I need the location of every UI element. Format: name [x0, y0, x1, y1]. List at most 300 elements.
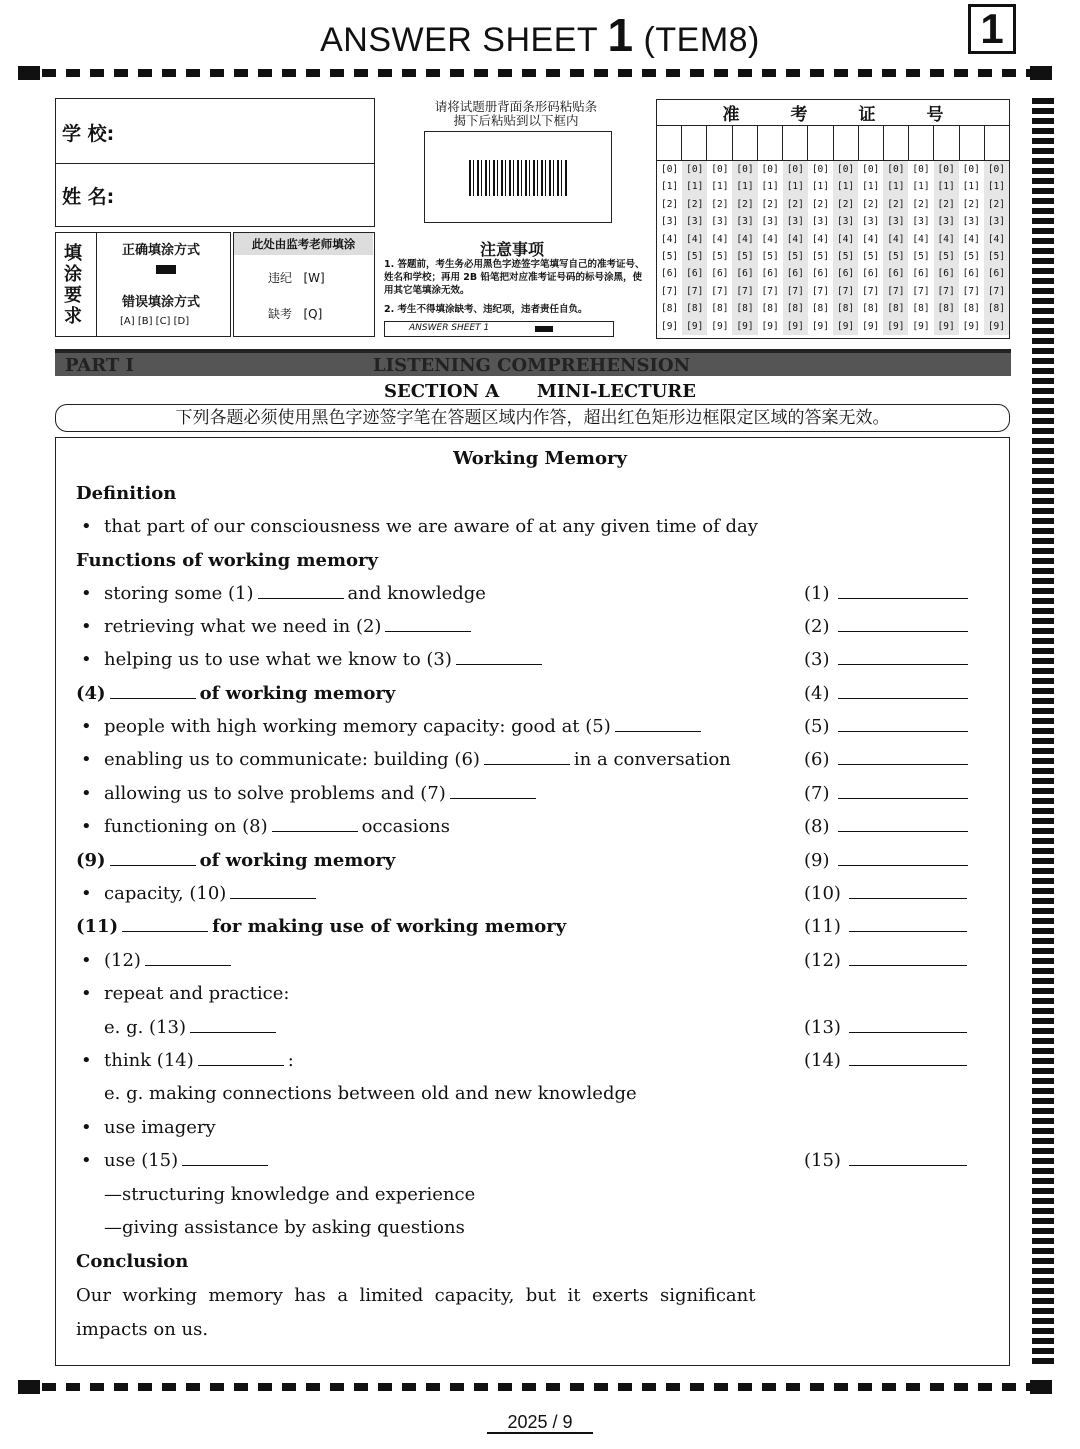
sheet-title	[0, 8, 1080, 62]
id-bubble[interactable]: [6]	[686, 268, 704, 280]
id-digit-cell[interactable]	[657, 126, 682, 160]
conclusion-line-1: Our working memory has a limited capacity, but it exerts significant	[76, 1285, 756, 1306]
id-bubble-column	[732, 161, 757, 335]
bullet-imagery	[104, 1117, 216, 1138]
heading-functions: Functions of working memory	[76, 550, 378, 571]
id-bubble[interactable]: [9]	[686, 320, 704, 332]
answer-label: (7)	[804, 783, 830, 804]
dash-item-1: —structuring knowledge and experience	[104, 1184, 476, 1205]
example-connections: e. g. making connections between old and new knowledge	[104, 1083, 637, 1104]
heading-conclusion: Conclusion	[76, 1251, 189, 1272]
id-bubble[interactable]: [7]	[811, 285, 829, 297]
answer-label: (8)	[804, 816, 830, 837]
id-digit-cell[interactable]	[985, 126, 1009, 160]
answer-label: (5)	[804, 716, 830, 737]
id-bubble[interactable]: [5]	[686, 251, 704, 263]
answer-label: (10)	[804, 883, 841, 904]
id-bubble[interactable]: [0]	[660, 164, 679, 175]
id-bubble[interactable]: [2]	[811, 198, 829, 210]
id-bubble[interactable]: [0]	[962, 164, 980, 175]
bullet-text: use imagery	[104, 1117, 216, 1138]
answer-line[interactable]	[838, 584, 968, 599]
id-header-char: 号	[926, 105, 944, 125]
id-bubble-column	[959, 161, 984, 335]
fill-requirements-box	[55, 232, 231, 337]
id-bubble[interactable]: [4]	[686, 233, 704, 245]
id-bubble[interactable]: [3]	[962, 216, 980, 228]
blank-13[interactable]	[190, 1018, 276, 1033]
school-field[interactable]	[55, 98, 375, 164]
id-bubble[interactable]: [4]	[811, 233, 829, 245]
id-bubble[interactable]: [5]	[660, 251, 679, 263]
id-bubble[interactable]: [6]	[862, 268, 880, 280]
title-suffix: (TEM8)	[643, 21, 760, 59]
id-bubble[interactable]: [6]	[761, 268, 779, 280]
id-bubble[interactable]: [2]	[912, 198, 930, 210]
id-bubble[interactable]: [6]	[811, 268, 829, 280]
bullet-text: capacity, (10)	[104, 883, 227, 904]
blank-11[interactable]	[122, 917, 208, 932]
id-bubble[interactable]: [9]	[836, 320, 855, 332]
id-bubble[interactable]: [7]	[987, 285, 1005, 297]
answer-line[interactable]	[838, 684, 968, 699]
example-13	[104, 1017, 280, 1038]
barcode-note	[380, 100, 652, 128]
id-bubble[interactable]: [1]	[836, 181, 855, 193]
blank-6[interactable]	[484, 750, 570, 765]
answer-row	[804, 716, 968, 737]
barcode-box	[424, 131, 612, 223]
barcode-note-line-2: 揭下后粘贴到以下框内	[453, 113, 579, 128]
id-bubble-column	[783, 161, 808, 335]
blank-2[interactable]	[385, 617, 471, 632]
part-bar	[55, 349, 1011, 376]
answer-line[interactable]	[849, 1051, 967, 1066]
proctor-box	[233, 232, 375, 337]
answer-line[interactable]	[849, 1151, 967, 1166]
id-bubble-column	[934, 161, 959, 335]
violation-mark[interactable]: [W]	[303, 271, 325, 285]
id-bubble[interactable]: [9]	[887, 320, 905, 332]
absent-mark[interactable]: [Q]	[303, 307, 323, 321]
answer-line[interactable]	[849, 1018, 967, 1033]
id-bubble[interactable]: [8]	[711, 303, 729, 315]
id-bubble-column	[808, 161, 833, 335]
id-bubble-column	[657, 161, 682, 335]
footer	[0, 1412, 1080, 1433]
id-bubble[interactable]: [4]	[937, 233, 955, 245]
id-bubble[interactable]: [1]	[887, 181, 905, 193]
id-bubble[interactable]: [6]	[711, 268, 729, 280]
id-bubble[interactable]: [2]	[660, 198, 679, 210]
id-bubble[interactable]: [5]	[887, 251, 905, 263]
id-bubble[interactable]: [4]	[887, 233, 905, 245]
id-bubble[interactable]: [6]	[962, 268, 980, 280]
id-bubble[interactable]: [4]	[987, 233, 1005, 245]
answer-line[interactable]	[838, 851, 968, 866]
id-bubble[interactable]: [3]	[836, 216, 855, 228]
violation-row	[268, 269, 325, 286]
id-bubble[interactable]: [4]	[962, 233, 980, 245]
bottom-timing-marks	[18, 1383, 1052, 1391]
section-title	[0, 381, 1080, 402]
id-bubble[interactable]: [8]	[912, 303, 930, 315]
id-bubble[interactable]: [1]	[660, 181, 679, 193]
id-bubble-column	[682, 161, 707, 335]
title-text: ANSWER SHEET	[320, 21, 598, 59]
answer-label: (14)	[804, 1050, 841, 1071]
id-digit-cell[interactable]	[960, 126, 985, 160]
sheet-tag-text: ANSWER SHEET 1	[409, 323, 490, 333]
blank-1[interactable]	[258, 584, 344, 599]
id-bubble[interactable]: [2]	[786, 198, 804, 210]
id-bubble[interactable]: [0]	[836, 164, 855, 175]
id-bubble[interactable]: [0]	[987, 164, 1005, 175]
id-bubble[interactable]: [2]	[711, 198, 729, 210]
id-header-char: 准	[722, 105, 740, 125]
id-bubble[interactable]: [4]	[862, 233, 880, 245]
id-bubble[interactable]: [5]	[862, 251, 880, 263]
id-bubble[interactable]: [8]	[987, 303, 1005, 315]
bullet-text: (12)	[104, 950, 141, 971]
footer-text: 2025 / 9	[487, 1412, 592, 1434]
id-bubble[interactable]: [0]	[862, 164, 880, 175]
id-bubble[interactable]: [6]	[736, 268, 754, 280]
bullet-3	[104, 649, 546, 670]
name-field[interactable]	[55, 163, 375, 227]
id-bubble-column	[707, 161, 732, 335]
id-bubble[interactable]: [6]	[987, 268, 1005, 280]
id-bubble[interactable]: [7]	[937, 285, 955, 297]
bullet-14	[104, 1050, 294, 1071]
answer-line[interactable]	[838, 617, 968, 632]
id-bubble[interactable]: [0]	[786, 164, 804, 175]
id-bubble[interactable]: [9]	[937, 320, 955, 332]
id-bubble[interactable]: [9]	[987, 320, 1005, 332]
id-bubble[interactable]: [3]	[912, 216, 930, 228]
id-bubble[interactable]: [8]	[862, 303, 880, 315]
side-timing-marks	[1032, 98, 1054, 1366]
id-bubble[interactable]: [8]	[736, 303, 754, 315]
id-bubble[interactable]: [6]	[786, 268, 804, 280]
id-bubble[interactable]: [2]	[987, 198, 1005, 210]
id-header-char: 考	[790, 105, 808, 125]
id-bubble[interactable]: [9]	[962, 320, 980, 332]
id-bubble[interactable]: [4]	[660, 233, 679, 245]
answer-label: (3)	[804, 649, 830, 670]
answer-line[interactable]	[838, 750, 968, 765]
id-bubble[interactable]: [0]	[811, 164, 829, 175]
id-bubble[interactable]: [2]	[686, 198, 704, 210]
bullet-text: in a conversation	[573, 749, 731, 770]
id-bubble[interactable]: [8]	[962, 303, 980, 315]
id-bubble-column	[908, 161, 933, 335]
answer-line[interactable]	[849, 917, 967, 932]
id-bubble[interactable]: [3]	[786, 216, 804, 228]
bullet-15	[104, 1150, 272, 1171]
id-bubble[interactable]: [8]	[686, 303, 704, 315]
sheet-number-box: 1	[968, 4, 1016, 54]
heading-definition: Definition	[76, 483, 177, 504]
id-bubble[interactable]: [5]	[987, 251, 1005, 263]
id-bubble[interactable]: [7]	[862, 285, 880, 297]
bullet-text: retrieving what we need in (2)	[104, 616, 382, 637]
id-bubble[interactable]: [3]	[937, 216, 955, 228]
id-bubble[interactable]: [1]	[937, 181, 955, 193]
answer-line[interactable]	[838, 717, 968, 732]
bullet-text: enabling us to communicate: building (6)	[104, 749, 480, 770]
heading-9	[76, 850, 395, 871]
answer-label: (12)	[804, 950, 841, 971]
id-bubble[interactable]: [5]	[761, 251, 779, 263]
id-digit-cell[interactable]	[758, 126, 783, 160]
id-bubble[interactable]: [9]	[786, 320, 804, 332]
id-bubble[interactable]: [0]	[686, 164, 704, 175]
id-bubble[interactable]: [9]	[660, 320, 679, 332]
barcode-icon	[469, 160, 569, 196]
answer-label: (15)	[804, 1150, 841, 1171]
id-bubble[interactable]: [3]	[811, 216, 829, 228]
bullet-definition	[104, 516, 758, 537]
answer-label: (11)	[804, 916, 841, 937]
id-bubble[interactable]: [8]	[660, 303, 679, 315]
bullet-text: repeat and practice:	[104, 983, 290, 1004]
id-bubble[interactable]: [9]	[811, 320, 829, 332]
id-bubble[interactable]: [3]	[887, 216, 905, 228]
id-bubble[interactable]: [5]	[711, 251, 729, 263]
blank-12[interactable]	[145, 951, 231, 966]
id-bubble[interactable]: [2]	[736, 198, 754, 210]
bullet-text: and knowledge	[347, 583, 486, 604]
id-bubble[interactable]: [6]	[887, 268, 905, 280]
id-bubble[interactable]: [8]	[786, 303, 804, 315]
answer-row	[804, 1017, 967, 1038]
id-bubble[interactable]: [6]	[937, 268, 955, 280]
bullet-text: allowing us to solve problems and (7)	[104, 783, 446, 804]
id-bubble[interactable]: [4]	[836, 233, 855, 245]
id-bubble[interactable]: [4]	[736, 233, 754, 245]
answer-row	[804, 883, 967, 904]
answer-line[interactable]	[838, 650, 968, 665]
absent-row	[268, 305, 322, 322]
bullet-text: functioning on (8)	[104, 816, 268, 837]
answer-line[interactable]	[838, 817, 968, 832]
id-digit-cell[interactable]	[934, 126, 959, 160]
id-bubble[interactable]: [3]	[686, 216, 704, 228]
id-digit-cell[interactable]	[707, 126, 732, 160]
id-bubble[interactable]: [2]	[937, 198, 955, 210]
heading-11	[76, 916, 566, 937]
id-bubble[interactable]: [2]	[887, 198, 905, 210]
id-bubble[interactable]: [1]	[811, 181, 829, 193]
part-label: PART I	[65, 355, 134, 376]
blank-7[interactable]	[450, 784, 536, 799]
id-bubble[interactable]: [2]	[962, 198, 980, 210]
answer-label: (9)	[804, 850, 830, 871]
bullet-text: helping us to use what we know to (3)	[104, 649, 452, 670]
id-bubble[interactable]: [0]	[711, 164, 729, 175]
heading-4	[76, 683, 395, 704]
id-bubble[interactable]: [5]	[811, 251, 829, 263]
id-bubble[interactable]: [5]	[736, 251, 754, 263]
id-bubble[interactable]: [7]	[836, 285, 855, 297]
fill-requirements-label: 填涂要求	[64, 243, 82, 327]
id-bubble[interactable]: [2]	[836, 198, 855, 210]
id-bubble[interactable]: [8]	[937, 303, 955, 315]
id-bubble[interactable]: [2]	[761, 198, 779, 210]
heading-text: of working memory	[199, 683, 396, 704]
id-bubble[interactable]: [3]	[711, 216, 729, 228]
id-bubble[interactable]: [7]	[887, 285, 905, 297]
id-bubble[interactable]: [6]	[912, 268, 930, 280]
id-digit-cell[interactable]	[808, 126, 833, 160]
lecture-title: Working Memory	[453, 448, 627, 469]
bullet-text: storing some (1)	[104, 583, 254, 604]
answer-label: (2)	[804, 616, 830, 637]
notes-title: 注意事项	[480, 240, 545, 259]
blank-5[interactable]	[615, 717, 701, 732]
id-bubble[interactable]: [5]	[912, 251, 930, 263]
id-bubble[interactable]: [5]	[786, 251, 804, 263]
id-bubble[interactable]: [9]	[711, 320, 729, 332]
id-bubble[interactable]: [2]	[862, 198, 880, 210]
id-bubble[interactable]: [3]	[761, 216, 779, 228]
correct-fill-label: 正确填涂方式	[122, 243, 201, 258]
id-digit-cell[interactable]	[884, 126, 909, 160]
heading-text: (4)	[76, 683, 106, 704]
bullet-text: occasions	[361, 816, 450, 837]
answer-row	[804, 1150, 967, 1171]
id-bubble[interactable]: [4]	[786, 233, 804, 245]
id-bubble[interactable]: [1]	[912, 181, 930, 193]
bullet-7	[104, 783, 540, 804]
answer-line[interactable]	[838, 784, 968, 799]
dash-item-2: —giving assistance by asking questions	[104, 1217, 465, 1238]
answer-row	[804, 649, 968, 670]
id-digit-cell[interactable]	[834, 126, 859, 160]
id-bubble[interactable]: [1]	[987, 181, 1005, 193]
id-bubble[interactable]: [1]	[736, 181, 754, 193]
id-bubble[interactable]: [3]	[736, 216, 754, 228]
answer-row	[804, 683, 968, 704]
answer-label: (6)	[804, 749, 830, 770]
blank-4[interactable]	[110, 684, 196, 699]
top-timing-marks	[18, 69, 1052, 77]
answer-line[interactable]	[849, 951, 967, 966]
id-bubble[interactable]: [4]	[761, 233, 779, 245]
absent-label: 缺考	[268, 307, 293, 321]
id-bubble[interactable]: [7]	[736, 285, 754, 297]
id-bubble[interactable]: [4]	[711, 233, 729, 245]
id-bubble[interactable]: [7]	[912, 285, 930, 297]
bullet-text: think (14)	[104, 1050, 194, 1071]
blank-10[interactable]	[230, 884, 316, 899]
id-bubble[interactable]: [8]	[887, 303, 905, 315]
id-bubble[interactable]: [0]	[736, 164, 754, 175]
id-bubble[interactable]: [7]	[686, 285, 704, 297]
heading-text: (9)	[76, 850, 106, 871]
id-digit-cell[interactable]	[682, 126, 707, 160]
wrong-fill-label: 错误填涂方式	[122, 295, 201, 310]
answer-line[interactable]	[849, 884, 967, 899]
id-bubble[interactable]: [7]	[962, 285, 980, 297]
id-bubble[interactable]: [9]	[736, 320, 754, 332]
id-bubble[interactable]: [7]	[660, 285, 679, 297]
id-bubble[interactable]: [1]	[686, 181, 704, 193]
id-bubble[interactable]: [6]	[836, 268, 855, 280]
wrong-fill-examples: [A] [B] [C] [D]	[120, 316, 190, 327]
id-bubble[interactable]: [7]	[761, 285, 779, 297]
barcode-note-line-1: 请将试题册背面条形码粘贴条	[434, 99, 598, 114]
id-bubble[interactable]: [0]	[887, 164, 905, 175]
violation-label: 违纪	[268, 271, 293, 285]
id-bubble[interactable]: [9]	[761, 320, 779, 332]
bullet-1	[104, 583, 486, 604]
id-bubble[interactable]: [8]	[761, 303, 779, 315]
blank-14[interactable]	[198, 1051, 284, 1066]
answer-row	[804, 1050, 967, 1071]
section-title-text: SECTION A MINI-LECTURE	[384, 381, 696, 402]
id-bubble[interactable]: [8]	[811, 303, 829, 315]
correct-fill-example	[156, 265, 176, 274]
id-digit-cell[interactable]	[733, 126, 758, 160]
id-digit-cell[interactable]	[783, 126, 808, 160]
id-bubble[interactable]: [4]	[912, 233, 930, 245]
id-bubble[interactable]: [3]	[987, 216, 1005, 228]
id-bubble[interactable]: [3]	[660, 216, 679, 228]
answer-row	[804, 850, 968, 871]
id-bubble[interactable]: [1]	[962, 181, 980, 193]
id-digit-cell[interactable]	[859, 126, 884, 160]
exam-id-cells	[657, 126, 1009, 161]
blank-15[interactable]	[182, 1151, 268, 1166]
id-bubble[interactable]: [0]	[761, 164, 779, 175]
blank-9[interactable]	[110, 851, 196, 866]
exam-id-bubbles	[657, 161, 1009, 335]
id-bubble[interactable]: [0]	[937, 164, 955, 175]
answer-label: (4)	[804, 683, 830, 704]
note-1: 1. 答题前，考生务必用黑色字迹签字笔填写自己的准考证号、姓名和学校；再用 2B 铅笔把对应准考证号码的标号涂黑，使用其它笔填涂无效。	[384, 259, 645, 296]
id-bubble[interactable]: [5]	[962, 251, 980, 263]
bullet-12	[104, 950, 235, 971]
id-bubble[interactable]: [7]	[711, 285, 729, 297]
id-bubble[interactable]: [1]	[711, 181, 729, 193]
id-digit-cell[interactable]	[909, 126, 934, 160]
bullet-2	[104, 616, 475, 637]
blank-8[interactable]	[272, 817, 358, 832]
proctor-label: 此处由监考老师填涂	[234, 233, 373, 255]
answer-row	[804, 583, 968, 604]
id-bubble[interactable]: [9]	[912, 320, 930, 332]
id-bubble[interactable]: [5]	[836, 251, 855, 263]
id-bubble[interactable]: [1]	[786, 181, 804, 193]
part-title: LISTENING COMPREHENSION	[373, 355, 691, 376]
id-bubble[interactable]: [0]	[912, 164, 930, 175]
heading-text: of working memory	[199, 850, 396, 871]
bullet-8	[104, 816, 450, 837]
id-bubble[interactable]: [5]	[937, 251, 955, 263]
id-bubble[interactable]: [6]	[660, 268, 679, 280]
id-bubble[interactable]: [1]	[862, 181, 880, 193]
id-bubble[interactable]: [7]	[786, 285, 804, 297]
answer-row	[804, 749, 968, 770]
blank-3[interactable]	[456, 650, 542, 665]
id-bubble[interactable]: [9]	[862, 320, 880, 332]
id-bubble[interactable]: [3]	[862, 216, 880, 228]
id-bubble[interactable]: [8]	[836, 303, 855, 315]
id-bubble[interactable]: [1]	[761, 181, 779, 193]
title-number: 1	[607, 9, 634, 61]
